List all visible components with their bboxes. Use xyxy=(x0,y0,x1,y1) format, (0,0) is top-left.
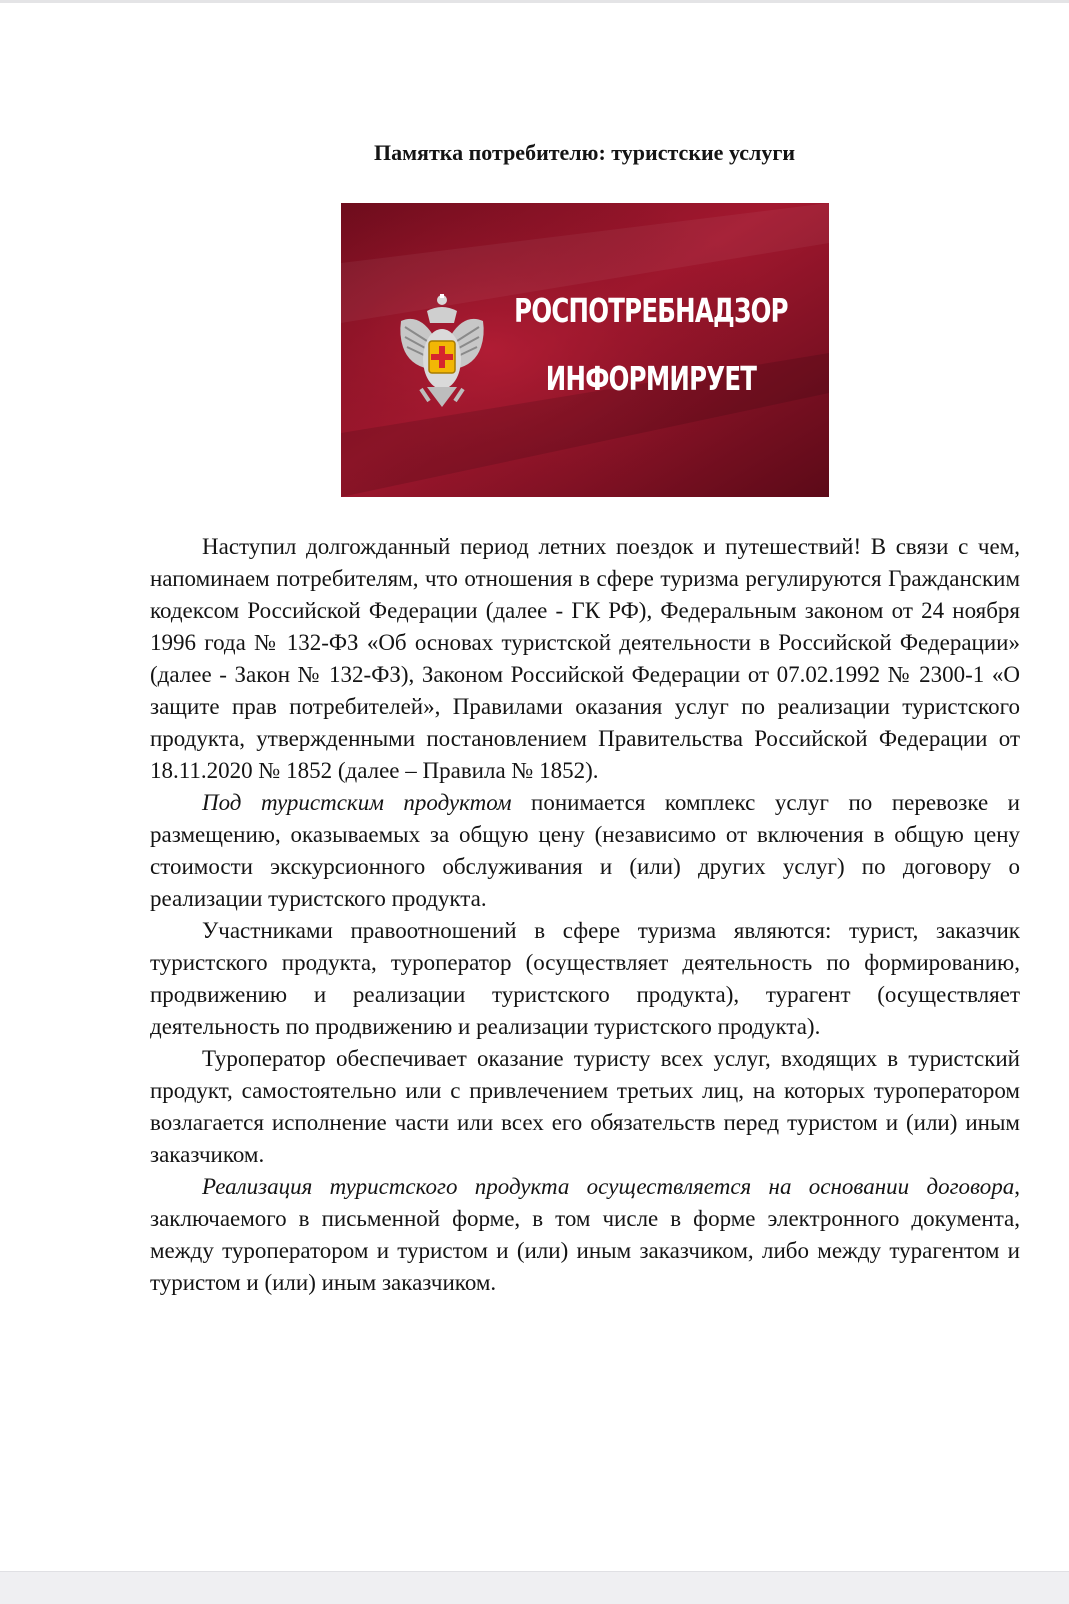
paragraph-2-text: понимается комплекс услуг по перевозке и размещению, оказываемых за общую цену (независимо от включения в общую цену стоимости экскурсионного обслуживания и (или) других услуг) по договору о реализации туристского продукта. xyxy=(150,790,1020,911)
paragraph-4 xyxy=(150,1043,1020,1171)
paragraph-1 xyxy=(150,531,1020,787)
double-headed-eagle-emblem-icon xyxy=(399,291,485,409)
banner-title-line1: РОСПОТРЕБНАДЗОР xyxy=(514,291,788,330)
viewer-bottom-bar xyxy=(0,1571,1069,1604)
paragraph-5-text: , заключаемого в письменной форме, в том числе в форме электронного документа, между туроператором и туристом и (или) иным заказчиком, либо между турагентом и туристом и (или) иным заказчиком. xyxy=(150,1174,1020,1295)
paragraph-3-text: Участниками правоотношений в сфере туризма являются: турист, заказчик туристского продукта, туроператор (осуществляет деятельность по формированию, продвижению и реализации туристского продукта), турагент (осуществляет деятельность по продвижению и реализации туристского продукта). xyxy=(150,918,1020,1039)
paragraph-5 xyxy=(150,1171,1020,1299)
paragraph-2-italic: Под туристским продуктом xyxy=(202,790,512,815)
paragraph-5-italic: Реализация туристского продукта осуществляется на основании договора xyxy=(202,1174,1015,1199)
paragraph-3 xyxy=(150,915,1020,1043)
paragraph-1-text: Наступил долгожданный период летних поездок и путешествий! В связи с чем, напоминаем потребителям, что отношения в сфере туризма регулируются Гражданским кодексом Российской Федерации (далее - ГК РФ), Федеральным законом от 24 ноября 1996 года № 132-ФЗ «Об основах туристской деятельности в Российской Федерации» (далее - Закон № 132-ФЗ), Законом Российской Федерации от 07.02.1992 № 2300-1 «О защите прав потребителей», Правилами оказания услуг по реализации туристского продукта, утвержденными постановлением Правительства Российской Федерации от 18.11.2020 № 1852 (далее – Правила № 1852). xyxy=(150,534,1020,783)
page-top-edge xyxy=(0,0,1069,3)
rospotrebnadzor-banner xyxy=(341,203,829,497)
document-body xyxy=(150,531,1020,1299)
banner-title-line2: ИНФОРМИРУЕТ xyxy=(545,359,757,398)
document-title: Памятка потребителю: туристские услуги xyxy=(373,140,796,165)
paragraph-2 xyxy=(150,787,1020,915)
paragraph-4-text: Туроператор обеспечивает оказание туристу всех услуг, входящих в туристский продукт, самостоятельно или с привлечением третьих лиц, на которых туроператором возлагается исполнение части или всех его обязательств перед туристом и (или) иным заказчиком. xyxy=(150,1046,1020,1167)
